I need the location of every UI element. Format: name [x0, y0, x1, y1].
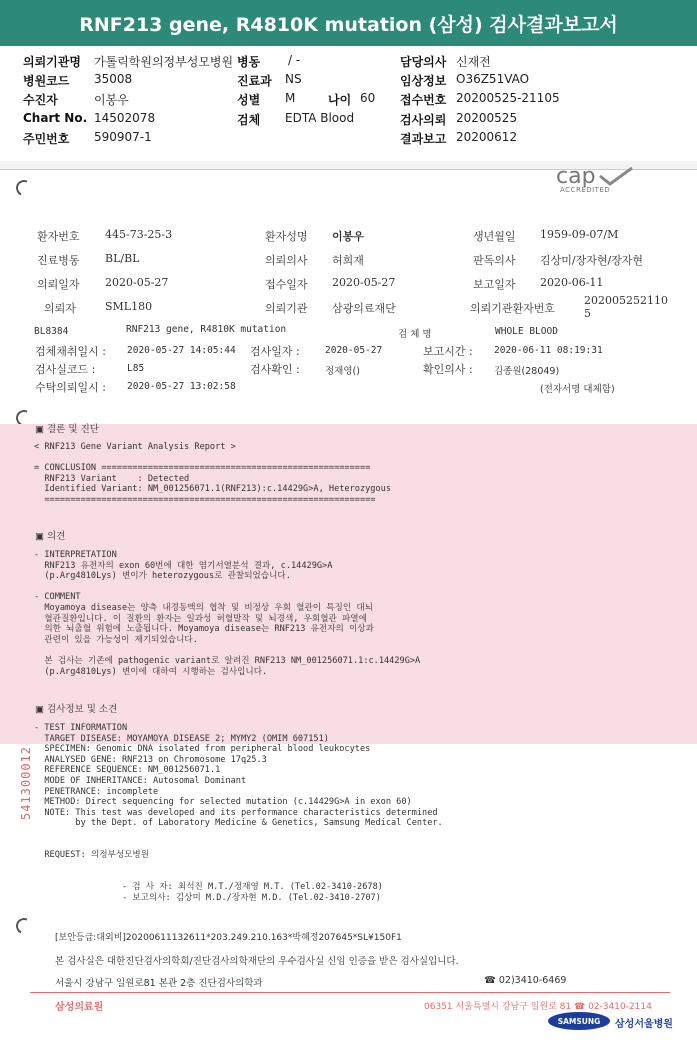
- value-report-time: 2020-06-11 08:19:31: [494, 345, 603, 356]
- lab-phone: ☎ 02)3410-6469: [484, 975, 567, 986]
- label-confirm-doctor: 확인의사 :: [423, 363, 473, 376]
- certification-text: 본 검사실은 대한진단검사의학회/진단검사의학재단의 우수검사실 신임 인증을 받은 검사실입니다.: [55, 956, 459, 967]
- value-receipt-date: 2020-05-27: [332, 276, 396, 289]
- value-ref-institution: 삼광의료재단: [332, 302, 396, 315]
- esign-note: (전자서명 대체함): [540, 384, 615, 395]
- label-patient-no: 환자번호: [37, 230, 80, 243]
- footer-address: 06351 서울특별시 강남구 일원로 81 ☎ 02-3410-2114: [424, 1002, 652, 1012]
- value-institution: 가톨릭학원의정부성모병원: [94, 55, 234, 69]
- lab-address: 서울시 강남구 일원로81 본관 2층 진단검사의학과: [55, 978, 263, 989]
- label-ref-institution: 의뢰기관: [265, 302, 308, 315]
- security-line: [보안등급:대외비]20200611132611*203.249.210.163*박혜정207645*SL¥150F1: [55, 933, 402, 943]
- value-ref-patient-no-2: 5: [584, 307, 591, 320]
- value-request-date2: 2020-05-27: [105, 276, 169, 289]
- opinion-text: - INTERPRETATION RNF213 유전자의 exon 60번에 대한 염기서열분석 결과, c.14429G>A (p.Arg4810Lys) 변이가 heterozygous로 관찰되었습니다. - COMMENT Moyamoya disease는 양측 내경동맥의 협착 및 비정상 우회 혈관이 특징인 대뇌 혈관질환입니다. 이 질환의 환자는 일과성 허혈발작 및 뇌경색, 우회혈관 파열에 의한 뇌출혈 위험에 노출됩니다. Moyamoya disease는 RNF213 유전자의 이상과 관련이 있을 가능성이 제기되었습니다. 본 검사는 기존에 pathogenic variant로 알려진 RNF213 NM_001256071.1:c.14429G>A (p.Arg4810Lys) 변이에 대하여 시행하는 검사입니다.: [34, 550, 421, 677]
- label-receipt-date: 접수일자: [265, 278, 308, 291]
- value-ward: / -: [288, 53, 301, 67]
- receipt-stamp: 541300012: [19, 745, 33, 820]
- value-receive-time: 2020-05-27 13:02:58: [127, 381, 236, 392]
- label-sex: 성별: [237, 93, 261, 107]
- label-report-date2: 보고일자: [473, 278, 516, 291]
- label-doctor: 담당의사: [400, 55, 447, 69]
- label-receipt-no: 접수번호: [400, 93, 447, 107]
- value-confirm-doctor: 김종원(28049): [494, 366, 560, 377]
- value-birth: 1959-09-07/M: [540, 228, 619, 241]
- value-test-confirm: 정재영(): [325, 366, 360, 377]
- value-hospital-code: 35008: [94, 72, 133, 86]
- value-specimen-name: WHOLE BLOOD: [495, 326, 558, 337]
- label-request-date2: 의뢰일자: [37, 278, 80, 291]
- value-ref-patient-no: 202005252110: [584, 294, 668, 307]
- section-info-title: ▣ 검사정보 및 소견: [35, 704, 118, 715]
- value-requester: SML180: [105, 300, 153, 313]
- label-ward2: 진료병동: [37, 254, 80, 267]
- value-receipt-no: 20200525-21105: [456, 91, 560, 105]
- label-collect-time: 검체채취일시 :: [35, 345, 106, 358]
- value-resident-no: 590907-1: [94, 130, 152, 144]
- value-report-date2: 2020-06-11: [540, 276, 604, 289]
- value-specimen: EDTA Blood: [285, 111, 355, 125]
- label-institution: 의뢰기관명: [23, 55, 81, 69]
- label-specimen-name: 검 체 명: [398, 329, 432, 340]
- samsung-logo: SAMSUNG: [548, 1012, 610, 1030]
- value-lab-code: L85: [127, 363, 145, 374]
- label-test-confirm: 검사확인 :: [250, 363, 300, 376]
- label-clinical-info: 임상정보: [400, 74, 447, 88]
- value-ward2: BL/BL: [105, 252, 140, 265]
- scanned-report: [0, 164, 697, 1047]
- label-specimen: 검체: [237, 113, 261, 127]
- label-requester: 의뢰자: [44, 302, 76, 315]
- value-patient: 이봉우: [94, 93, 129, 107]
- label-age: 나이: [328, 93, 352, 107]
- value-patient-no: 445-73-25-3: [105, 228, 173, 241]
- footer-left-logo: 삼성의료원: [55, 1002, 104, 1013]
- test-name: RNF213 gene, R4810K mutation: [126, 324, 287, 335]
- value-test-date: 2020-05-27: [325, 345, 383, 356]
- label-hospital-code: 병원코드: [23, 74, 70, 88]
- label-ward: 병동: [237, 55, 261, 69]
- value-collect-time: 2020-05-27 14:05:44: [127, 345, 236, 356]
- label-birth: 생년월일: [473, 230, 516, 243]
- value-age: 60: [360, 91, 376, 105]
- section-opinion-title: ▣ 의견: [35, 531, 66, 542]
- label-report-date: 결과보고: [400, 132, 447, 146]
- label-report-time: 보고시간 :: [423, 345, 473, 358]
- label-receive-time: 수탁의뢰일시 :: [35, 381, 106, 394]
- value-ref-doctor: 허희재: [332, 254, 364, 267]
- value-report-date: 20200612: [456, 130, 518, 144]
- result-text: < RNF213 Gene Variant Analysis Report > = CONCLUSION ==================================================== RNF213 Variant : Detected Identified Variant: NM_001256071.1(RNF213):c.14429G>A, Heterozygous ================================================================: [34, 442, 391, 505]
- label-reading-doctor: 판독의사: [473, 254, 516, 267]
- binder-hole-icon: [14, 178, 35, 199]
- info-text: - TEST INFORMATION TARGET DISEASE: MOYAMOYA DISEASE 2; MYMY2 (OMIM 607151) SPECIMEN: Genomic DNA isolated from peripheral blood leukocytes ANALYSED GENE: RNF213 on Chromosome 17q25.3 REFERENCE SEQUENCE: NM_001256071.1 MODE OF INHERITANCE: Autosomal Dominant PENETRANCE: incomplete METHOD: Direct sequencing for selected mutation (c.14429G>A in exon 60) NOTE: This test was developed and its performance characteristics determined by the Dept. of Laboratory Medicine & Genetics, Samsung Medical Center. REQUEST: 의정부성모병원 - 검 사 자: 최석진 M.T./정재영 M.T. (Tel.02-3410-2678) - 보고의사: 김상미 M.D./장자현 M.D. (Tel.02-3410-2707): [34, 723, 443, 903]
- value-doctor: 신재전: [456, 55, 491, 69]
- test-code: BL8384: [34, 326, 69, 337]
- report-title-bar: [0, 0, 697, 46]
- value-chart-no: 14502078: [94, 111, 156, 125]
- report-title: RNF213 gene, R4810K mutation (삼성) 검사결과보고서: [79, 13, 618, 36]
- label-resident-no: 주민번호: [23, 132, 70, 146]
- footer-divider: [30, 992, 670, 993]
- label-ref-doctor: 의뢰의사: [265, 254, 308, 267]
- label-department: 진료과: [237, 74, 272, 88]
- label-patient: 수진자: [23, 93, 58, 107]
- label-test-date: 검사일자 :: [250, 345, 300, 358]
- cap-accredited-logo: cap ACCREDITED: [548, 170, 638, 196]
- binder-hole-icon: [14, 916, 35, 937]
- hospital-name: 삼성서울병원: [615, 1019, 673, 1030]
- value-reading-doctor: 김상미/장자현/장자현: [540, 254, 644, 267]
- label-lab-code: 검사실코드 :: [35, 363, 96, 376]
- value-patient-name: 이봉우: [332, 230, 364, 243]
- section-result-title: ▣ 결론 및 진단: [35, 424, 99, 435]
- value-sex: M: [285, 91, 296, 105]
- label-request-date: 검사의뢰: [400, 113, 447, 127]
- label-ref-patient-no: 의뢰기관환자번호: [470, 302, 556, 315]
- value-clinical-info: O36Z51VAO: [456, 72, 530, 86]
- label-chart-no: Chart No.: [23, 111, 88, 125]
- value-department: NS: [285, 72, 302, 86]
- value-request-date: 20200525: [456, 111, 518, 125]
- label-patient-name: 환자성명: [265, 230, 308, 243]
- checkmark-icon: [598, 166, 634, 186]
